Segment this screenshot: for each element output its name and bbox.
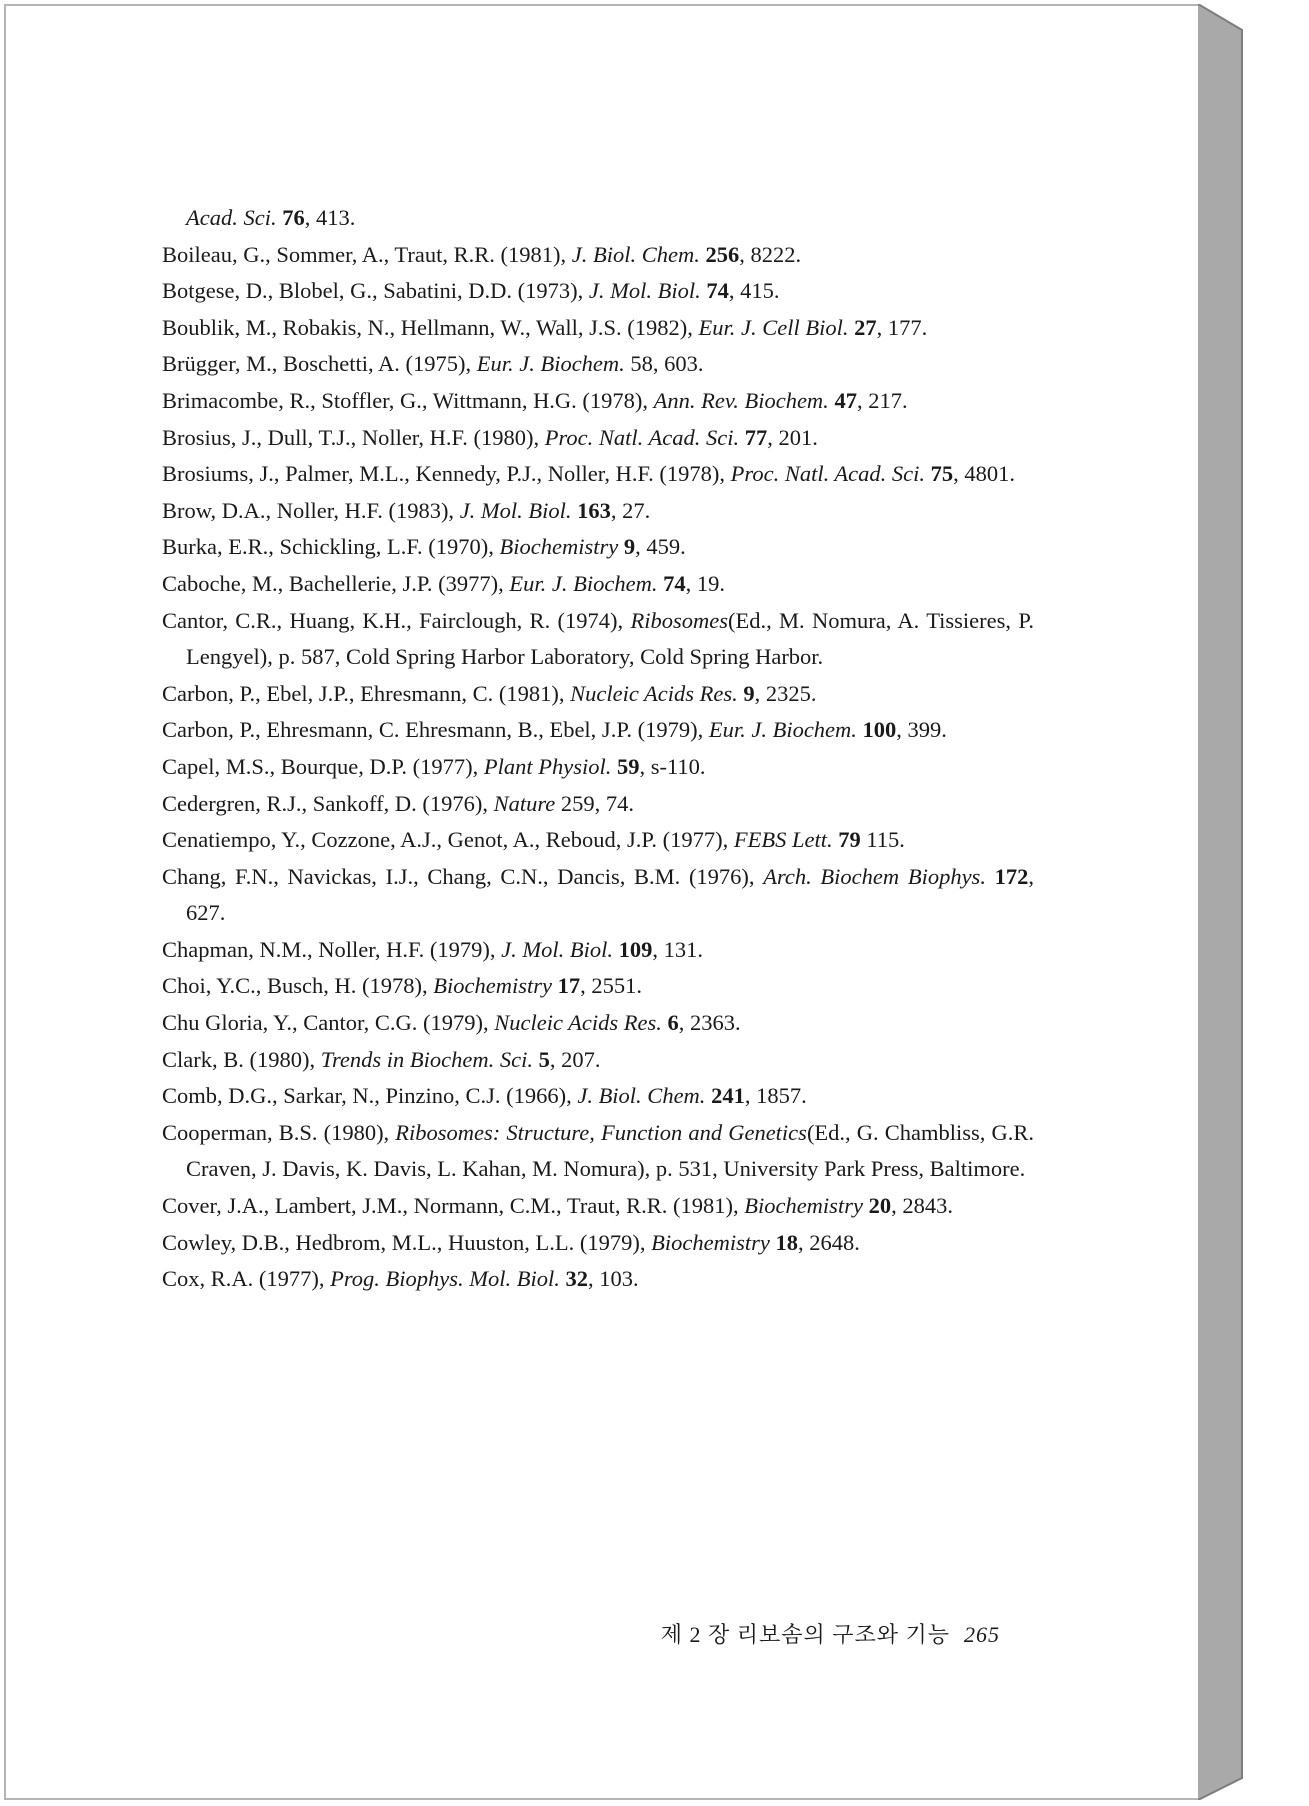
reference-journal: Biochemistry bbox=[433, 973, 552, 999]
reference-rest: , 627. bbox=[186, 863, 1035, 926]
reference-entry bbox=[162, 786, 1034, 823]
reference-entry bbox=[162, 1188, 1034, 1225]
reference-journal: Trends in Biochem. Sci. bbox=[320, 1046, 534, 1072]
reference-journal: Arch. Biochem Biophys. bbox=[763, 863, 986, 889]
reference-pre: Burka, E.R., Schickling, L.F. (1970), bbox=[162, 534, 500, 560]
reference-rest: , 8222. bbox=[739, 241, 802, 267]
reference-journal: Plant Physiol. bbox=[483, 753, 612, 779]
reference-journal: FEBS Lett. bbox=[733, 827, 833, 853]
reference-pre: Capel, M.S., Bourque, D.P. (1977), bbox=[162, 753, 484, 779]
reference-volume: 17 bbox=[557, 973, 581, 999]
reference-volume: 75 bbox=[930, 461, 954, 487]
reference-journal: Proc. Natl. Acad. Sci. bbox=[544, 424, 740, 450]
reference-pre: Cedergren, R.J., Sankoff, D. (1976), bbox=[162, 790, 494, 816]
reference-pre: Cooperman, B.S. (1980), bbox=[162, 1119, 396, 1145]
reference-rest: , 207. bbox=[549, 1046, 601, 1072]
reference-volume: 27 bbox=[854, 314, 877, 340]
reference-journal: Eur. J. Biochem. bbox=[708, 717, 857, 743]
reference-pre: Choi, Y.C., Busch, H. (1978), bbox=[162, 973, 434, 999]
reference-journal: Nature bbox=[493, 790, 556, 816]
reference-journal: Nucleic Acids Res. bbox=[494, 1010, 662, 1036]
reference-entry bbox=[162, 346, 1034, 383]
reference-volume: 76 bbox=[282, 205, 305, 230]
reference-volume: 5 bbox=[538, 1046, 550, 1072]
reference-rest: , 4801. bbox=[953, 461, 1016, 487]
reference-volume: 100 bbox=[862, 717, 897, 743]
reference-entry bbox=[162, 566, 1034, 603]
reference-entry bbox=[162, 859, 1034, 932]
reference-rest: , 2551. bbox=[580, 973, 642, 999]
reference-entry bbox=[162, 1115, 1034, 1188]
reference-volume: 59 bbox=[617, 753, 640, 779]
reference-entry bbox=[162, 968, 1034, 1005]
page-number: 265 bbox=[964, 1622, 1000, 1647]
reference-entry bbox=[162, 603, 1034, 676]
reference-entry bbox=[162, 712, 1034, 749]
reference-rest: 58, 603. bbox=[624, 351, 704, 377]
reference-entry bbox=[162, 200, 1034, 237]
reference-volume: 74 bbox=[663, 570, 686, 596]
reference-entry bbox=[162, 1005, 1034, 1042]
reference-pre: Brosiums, J., Palmer, M.L., Kennedy, P.J., Noller, H.F. (1978), bbox=[162, 461, 731, 487]
reference-pre: Cover, J.A., Lambert, J.M., Normann, C.M., Traut, R.R. (1981), bbox=[162, 1193, 745, 1219]
reference-pre: Cantor, C.R., Huang, K.H., Fairclough, R. (1974), bbox=[162, 607, 631, 633]
reference-journal: Ribosomes bbox=[630, 607, 728, 633]
reference-entry bbox=[162, 676, 1034, 713]
reference-entry bbox=[162, 1225, 1034, 1262]
reference-volume: 47 bbox=[834, 387, 857, 413]
reference-journal: Biochemistry bbox=[744, 1193, 863, 1219]
reference-rest: , 2363. bbox=[678, 1010, 741, 1036]
reference-journal: Ann. Rev. Biochem. bbox=[653, 387, 829, 413]
reference-rest: 115. bbox=[860, 827, 905, 853]
reference-volume: 9 bbox=[623, 534, 636, 560]
page-edge-shadow bbox=[1198, 4, 1248, 1800]
reference-pre: Chang, F.N., Navickas, I.J., Chang, C.N., Dancis, B.M. (1976), bbox=[162, 863, 764, 889]
reference-entry bbox=[162, 932, 1034, 969]
reference-rest: , 2843. bbox=[891, 1193, 953, 1219]
reference-pre: Boublik, M., Robakis, N., Hellmann, W., Wall, J.S. (1982), bbox=[162, 314, 699, 340]
reference-pre: Carbon, P., Ebel, J.P., Ehresmann, C. (1981), bbox=[162, 680, 571, 706]
reference-entry bbox=[162, 822, 1034, 859]
reference-rest: , 1857. bbox=[744, 1083, 807, 1109]
reference-journal: Ribosomes: Structure, Function and Genetics bbox=[395, 1119, 807, 1145]
reference-pre: Carbon, P., Ehresmann, C. Ehresmann, B., Ebel, J.P. (1979), bbox=[162, 717, 709, 743]
reference-pre: Chapman, N.M., Noller, H.F. (1979), bbox=[162, 936, 502, 962]
reference-journal: J. Biol. Chem. bbox=[571, 241, 700, 267]
reference-entry bbox=[162, 420, 1034, 457]
reference-pre: Chu Gloria, Y., Cantor, C.G. (1979), bbox=[162, 1010, 495, 1036]
reference-entry bbox=[162, 310, 1034, 347]
reference-volume: 79 bbox=[838, 827, 861, 853]
reference-rest: , 2648. bbox=[797, 1229, 860, 1255]
reference-pre: Brow, D.A., Noller, H.F. (1983), bbox=[162, 497, 460, 523]
reference-pre: Caboche, M., Bachellerie, J.P. (3977), bbox=[162, 570, 510, 596]
reference-entry bbox=[162, 1261, 1034, 1298]
reference-entry bbox=[162, 383, 1034, 420]
reference-volume: 18 bbox=[775, 1229, 798, 1255]
reference-pre: Comb, D.G., Sarkar, N., Pinzino, C.J. (1966), bbox=[162, 1083, 578, 1109]
reference-entry bbox=[162, 1042, 1034, 1079]
reference-pre: Clark, B. (1980), bbox=[162, 1046, 321, 1072]
reference-volume: 77 bbox=[744, 424, 768, 450]
reference-rest: , 201. bbox=[767, 424, 818, 450]
reference-rest: , 131. bbox=[652, 936, 703, 962]
reference-journal: J. Mol. Biol. bbox=[459, 497, 572, 523]
reference-rest: (Ed., G. Chambliss, G.R. Craven, J. Davis, K. Davis, L. Kahan, M. Nomura), p. 531, University Park Press, Baltimore. bbox=[186, 1119, 1034, 1182]
reference-journal: J. Mol. Biol. bbox=[588, 278, 701, 304]
reference-list bbox=[162, 200, 1034, 1298]
reference-entry bbox=[162, 493, 1034, 530]
reference-journal: Eur. J. Cell Biol. bbox=[698, 314, 849, 340]
reference-journal: Biochemistry bbox=[651, 1229, 770, 1255]
chapter-title: 제 2 장 리보솜의 구조와 기능 bbox=[660, 1622, 950, 1647]
reference-pre: Brügger, M., Boschetti, A. (1975), bbox=[162, 351, 477, 377]
reference-journal: Nucleic Acids Res. bbox=[570, 680, 738, 706]
reference-entry bbox=[162, 749, 1034, 786]
reference-rest: 259, 74. bbox=[555, 790, 635, 816]
reference-entry bbox=[162, 273, 1034, 310]
reference-journal: Acad. Sci. bbox=[186, 205, 277, 230]
reference-journal: J. Biol. Chem. bbox=[577, 1083, 706, 1109]
reference-journal: Eur. J. Biochem. bbox=[476, 351, 625, 377]
reference-pre: Brimacombe, R., Stoffler, G., Wittmann, H.G. (1978), bbox=[162, 387, 654, 413]
reference-volume: 32 bbox=[565, 1266, 589, 1292]
reference-pre: Botgese, D., Blobel, G., Sabatini, D.D. (1973), bbox=[162, 278, 589, 304]
reference-pre: Cenatiempo, Y., Cozzone, A.J., Genot, A., Reboud, J.P. (1977), bbox=[162, 827, 734, 853]
reference-rest: (Ed., M. Nomura, A. Tissieres, P. Lengyel), p. 587, Cold Spring Harbor Laboratory, Cold Spring Harbor. bbox=[186, 607, 1034, 670]
reference-entry bbox=[162, 1078, 1034, 1115]
reference-pre: Cox, R.A. (1977), bbox=[162, 1266, 331, 1292]
reference-rest: , 2325. bbox=[754, 680, 817, 706]
reference-pre: Brosius, J., Dull, T.J., Noller, H.F. (1980), bbox=[162, 424, 545, 450]
reference-pre: Cowley, D.B., Hedbrom, M.L., Huuston, L.L. (1979), bbox=[162, 1229, 652, 1255]
reference-entry bbox=[162, 529, 1034, 566]
reference-journal: Prog. Biophys. Mol. Biol. bbox=[330, 1266, 560, 1292]
reference-rest: , 27. bbox=[610, 497, 651, 523]
reference-volume: 74 bbox=[706, 278, 729, 304]
reference-rest: , 177. bbox=[876, 314, 928, 340]
reference-entry bbox=[162, 237, 1034, 274]
reference-rest: , 19. bbox=[685, 570, 726, 596]
page-footer bbox=[585, 1618, 1000, 1649]
reference-rest: , 217. bbox=[856, 387, 908, 413]
reference-journal: Biochemistry bbox=[499, 534, 619, 560]
reference-volume: 6 bbox=[667, 1010, 679, 1036]
reference-rest: , 413. bbox=[304, 205, 356, 230]
reference-pre: Boileau, G., Sommer, A., Traut, R.R. (1981), bbox=[162, 241, 572, 267]
reference-volume: 241 bbox=[711, 1083, 745, 1109]
reference-rest: , 103. bbox=[588, 1266, 639, 1292]
reference-journal: Eur. J. Biochem. bbox=[509, 570, 658, 596]
reference-volume: 9 bbox=[743, 680, 755, 706]
reference-journal: Proc. Natl. Acad. Sci. bbox=[730, 461, 926, 487]
reference-rest: , 399. bbox=[896, 717, 947, 743]
reference-volume: 20 bbox=[868, 1193, 892, 1219]
reference-volume: 172 bbox=[994, 863, 1029, 889]
reference-rest: , 415. bbox=[728, 278, 780, 304]
reference-volume: 163 bbox=[577, 497, 611, 523]
reference-volume: 256 bbox=[705, 241, 740, 267]
reference-rest: , s-110. bbox=[639, 753, 706, 779]
reference-journal: J. Mol. Biol. bbox=[501, 936, 613, 962]
reference-rest: , 459. bbox=[635, 534, 686, 560]
reference-entry bbox=[162, 456, 1034, 493]
reference-volume: 109 bbox=[618, 936, 653, 962]
